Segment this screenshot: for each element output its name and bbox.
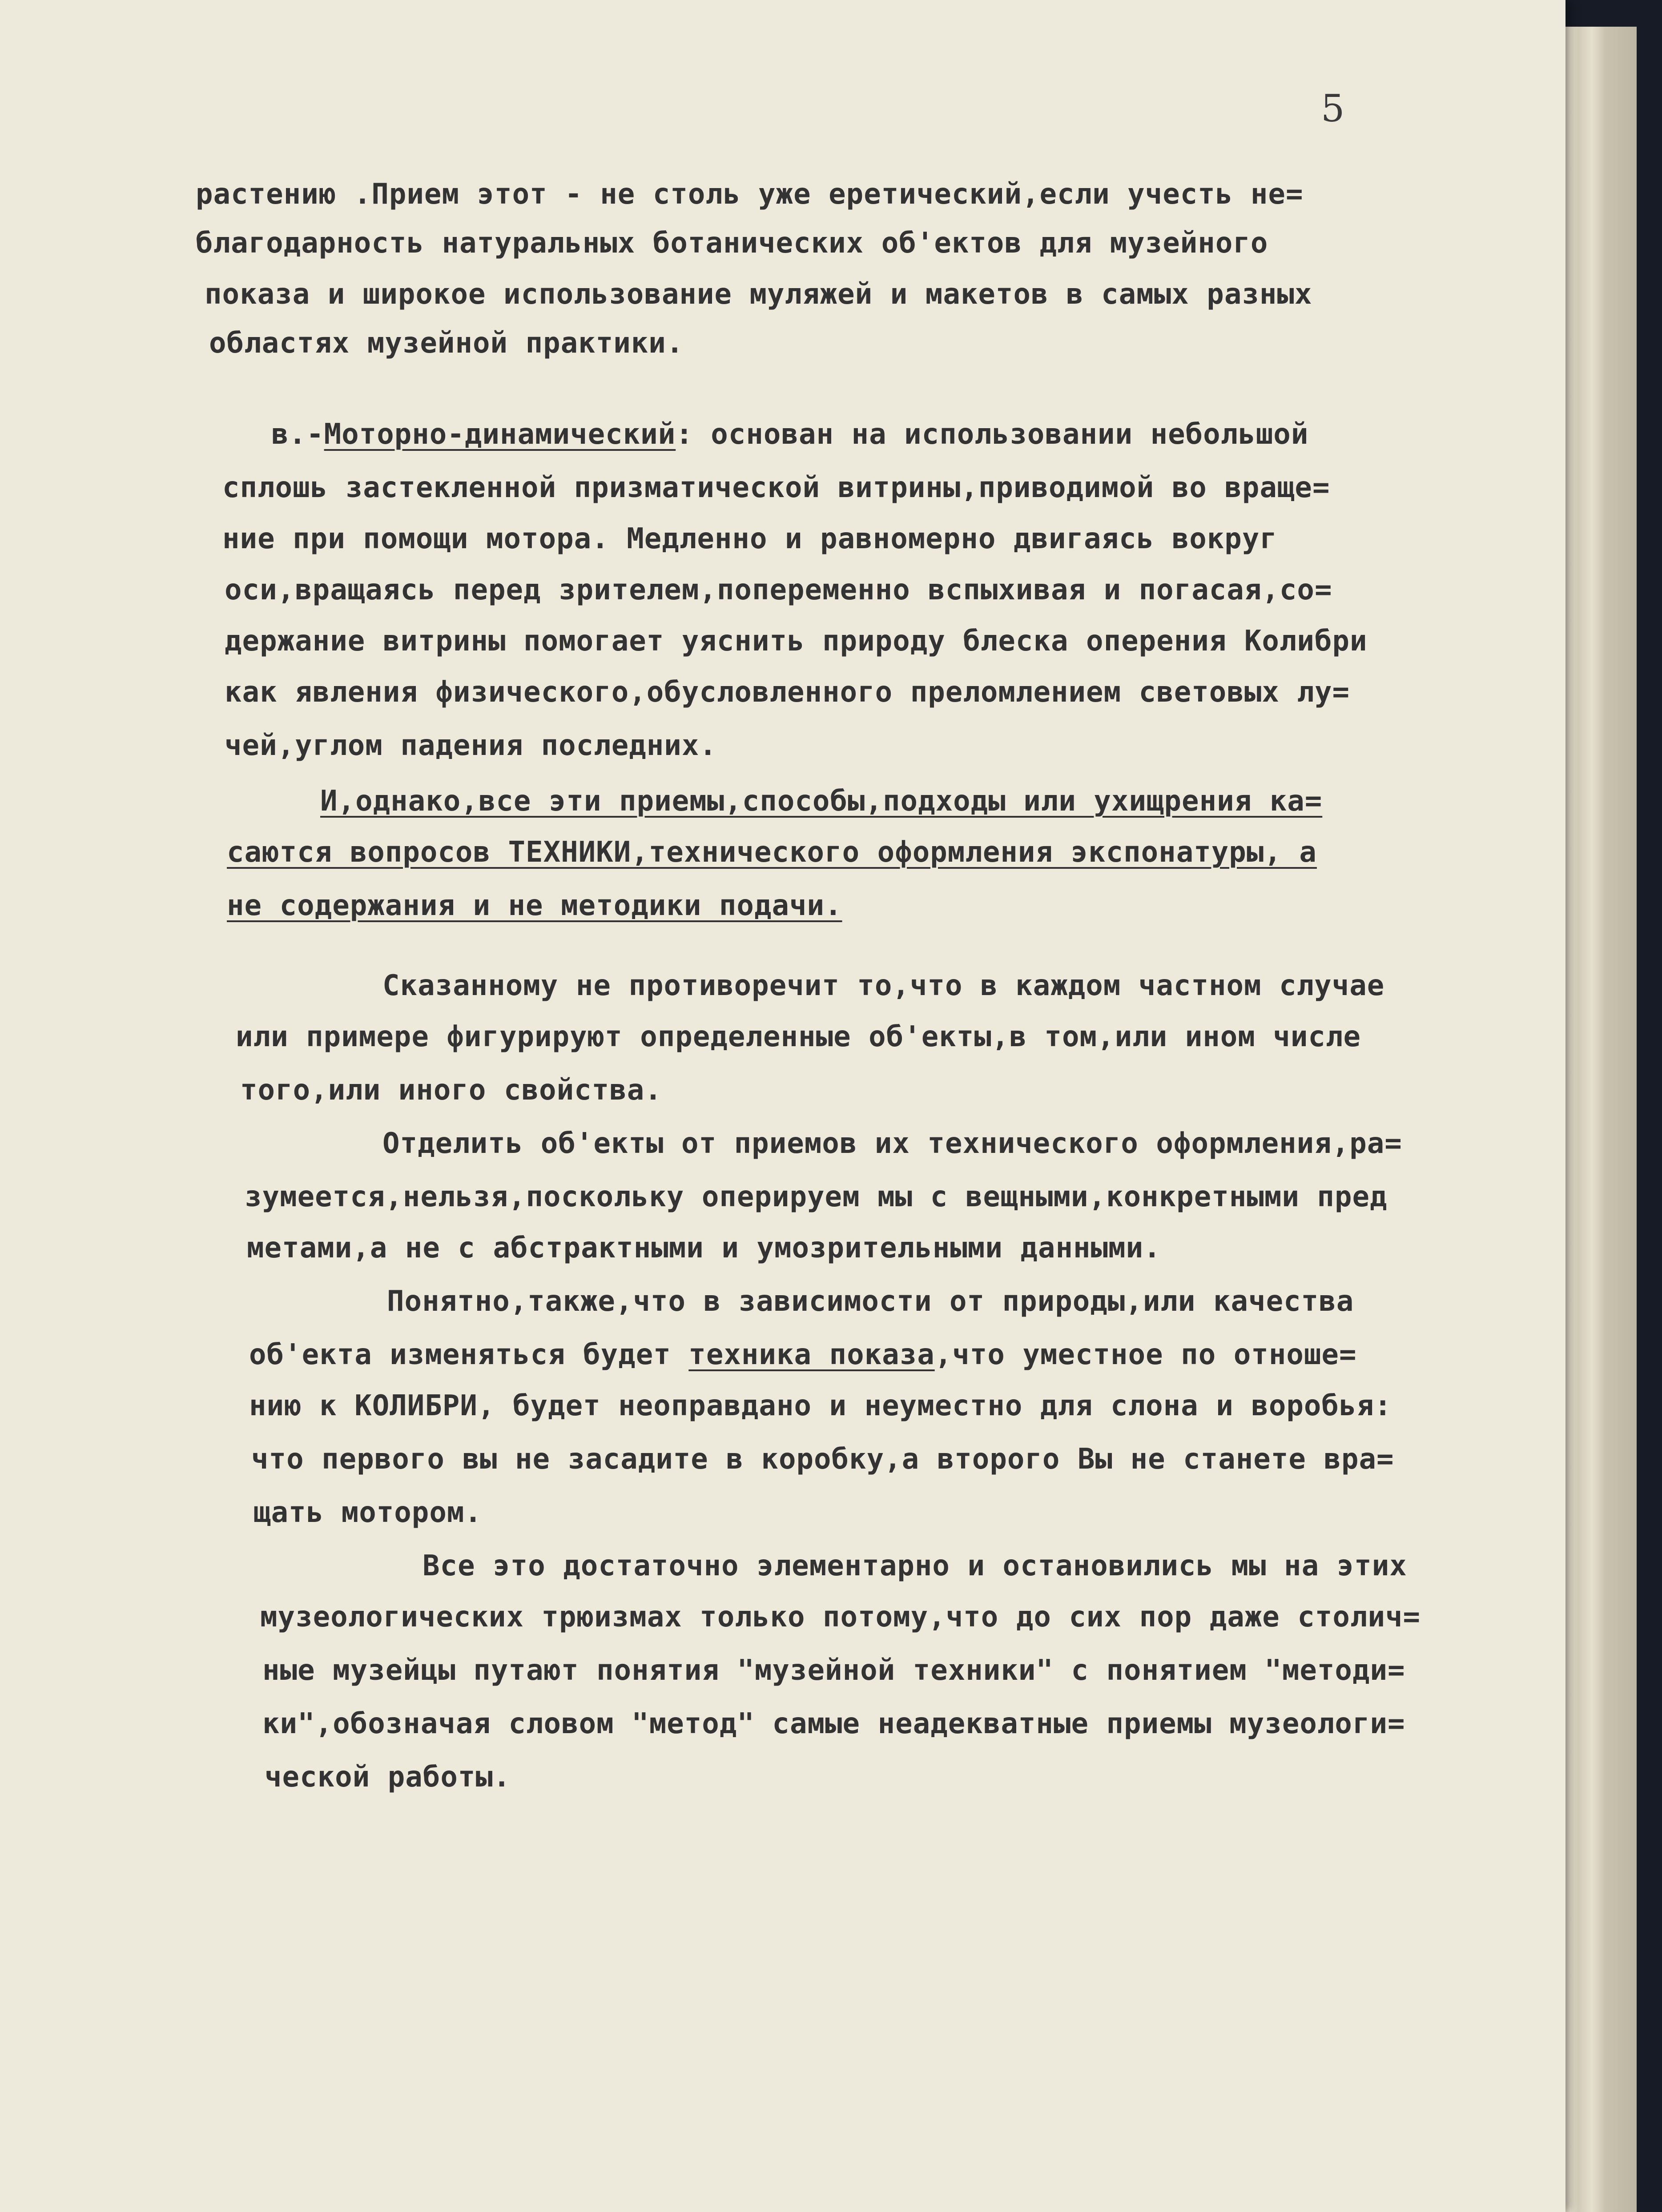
text-line: ческой работы. bbox=[265, 1761, 511, 1794]
text-line: того,или иного свойства. bbox=[240, 1074, 662, 1107]
text-segment: ,что уместное по отноше= bbox=[934, 1338, 1357, 1371]
text-segment: об'екта изменяться будет bbox=[249, 1338, 689, 1371]
text-line: музеологических трюизмах только потому,что до сих пор даже столич= bbox=[260, 1601, 1421, 1634]
underlined-term: Моторно-динамический bbox=[324, 418, 676, 451]
text-line: показа и широкое использование муляжей и макетов в самых разных bbox=[205, 278, 1312, 311]
text-line: чей,углом падения последних. bbox=[225, 729, 717, 762]
text-line bbox=[249, 1338, 1356, 1371]
underlined-line: саются вопросов ТЕХНИКИ,технического оформления экспонатуры, а bbox=[227, 836, 1317, 869]
text-line: оси,вращаясь перед зрителем,попеременно вспыхивая и погасая,со= bbox=[225, 574, 1332, 606]
text-line: что первого вы не засадите в коробку,а второго Вы не станете вра= bbox=[251, 1443, 1394, 1476]
text-line: областях музейной практики. bbox=[209, 327, 684, 360]
text-line: щать мотором. bbox=[254, 1496, 482, 1529]
text-line: благодарность натуральных ботанических об'ектов для музейного bbox=[196, 227, 1268, 260]
text-line: метами,а не с абстрактными и умозрительными данными. bbox=[247, 1232, 1161, 1265]
text-line: Все это достаточно элементарно и остановились мы на этих bbox=[423, 1550, 1407, 1582]
underlined-line: И,однако,все эти приемы,способы,подходы или ухищрения ка= bbox=[320, 785, 1323, 818]
text-line: растению .Прием этот - не столь уже еретический,если учесть не= bbox=[196, 178, 1304, 211]
text-line: держание витрины помогает уяснить природу блеска оперения Колибри bbox=[225, 625, 1368, 658]
text-line: Отделить об'екты от приемов их технического оформления,ра= bbox=[382, 1127, 1402, 1160]
list-marker: в.- bbox=[271, 418, 324, 451]
text-line: Сказанному не противоречит то,что в каждом частном случае bbox=[382, 969, 1385, 1002]
text-line bbox=[271, 418, 1308, 451]
text-line: сплошь застекленной призматической витрины,приводимой во враще= bbox=[222, 471, 1330, 504]
text-line: нию к КОЛИБРИ, будет неоправдано и неуместно для слона и воробья: bbox=[249, 1389, 1392, 1422]
text-line: Понятно,также,что в зависимости от природы,или качества bbox=[387, 1285, 1354, 1318]
page-number: 5 bbox=[1321, 87, 1345, 130]
text-line: ные музейцы путают понятия "музейной техники" с понятием "методи= bbox=[262, 1654, 1405, 1687]
underlined-term: техника показа bbox=[688, 1338, 935, 1371]
text-line: ние при помощи мотора. Медленно и равномерно двигаясь вокруг bbox=[222, 522, 1277, 555]
text-line: или примере фигурируют определенные об'екты,в том,или ином числе bbox=[236, 1020, 1361, 1053]
underlined-line: не содержания и не методики подачи. bbox=[227, 889, 842, 922]
text-line: зумеется,нельзя,поскольку оперируем мы с вещными,конкретными пред bbox=[245, 1180, 1388, 1213]
text-segment: : основан на использовании небольшой bbox=[676, 418, 1309, 451]
text-line: как явления физического,обусловленного преломлением световых лу= bbox=[225, 676, 1350, 709]
text-line: ки",обозначая словом "метод" самые неадекватные приемы музеологи= bbox=[262, 1707, 1405, 1740]
